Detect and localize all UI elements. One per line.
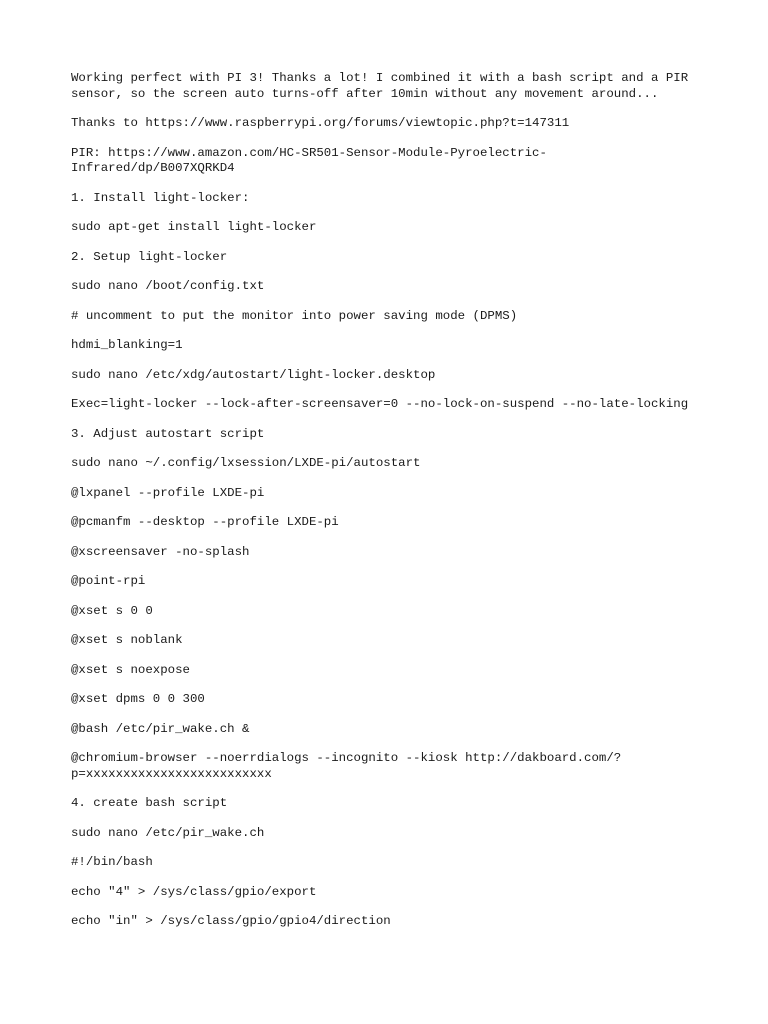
autostart-line: @xscreensaver -no-splash <box>71 544 250 559</box>
document-page <box>71 71 731 944</box>
pir-link-line: PIR: https://www.amazon.com/HC-SR501-Sensor-Module-Pyroelectric- Infrared/dp/B007XQRKD4 <box>71 145 547 175</box>
step-4-heading: 4. create bash script <box>71 796 228 810</box>
intro-paragraph: Working perfect with PI 3! Thanks a lot! I combined it with a bash script and a PIR sensor, so the screen auto turns-off after 10min without any movement around... <box>71 71 689 101</box>
command-line: sudo nano /boot/config.txt <box>71 279 265 293</box>
autostart-line: @point-rpi <box>71 574 146 588</box>
script-line: #!/bin/bash <box>71 855 153 869</box>
autostart-line: @xset dpms 0 0 300 <box>71 692 205 706</box>
autostart-line: @pcmanfm --desktop --profile LXDE-pi <box>71 515 339 529</box>
step-2-heading: 2. Setup light-locker <box>71 249 228 264</box>
command-line: sudo nano /etc/xdg/autostart/light-locker.desktop <box>71 367 436 382</box>
comment-line: # uncomment to put the monitor into power saving mode (DPMS) <box>71 308 518 323</box>
script-line: echo "4" > /sys/class/gpio/export <box>71 884 317 899</box>
autostart-line: @xset s noblank <box>71 633 183 647</box>
command-line: sudo nano /etc/pir_wake.ch <box>71 825 265 840</box>
config-line: hdmi_blanking=1 <box>71 338 183 352</box>
command-line: sudo apt-get install light-locker <box>71 220 317 234</box>
autostart-line: @xset s noexpose <box>71 662 190 677</box>
step-1-heading: 1. Install light-locker: <box>71 190 250 205</box>
thanks-link-line: Thanks to https://www.raspberrypi.org/forums/viewtopic.php?t=147311 <box>71 116 570 130</box>
script-line: echo "in" > /sys/class/gpio/gpio4/direction <box>71 914 391 928</box>
config-line: Exec=light-locker --lock-after-screensaver=0 --no-lock-on-suspend --no-late-locking <box>71 397 689 411</box>
autostart-line: @xset s 0 0 <box>71 603 153 618</box>
autostart-line: @chromium-browser --noerrdialogs --incognito --kiosk http://dakboard.com/? p=xxxxxxxxxxxxxxxxxxxxxxxxx <box>71 751 622 781</box>
autostart-line: @lxpanel --profile LXDE-pi <box>71 485 265 500</box>
command-line: sudo nano ~/.config/lxsession/LXDE-pi/autostart <box>71 456 421 470</box>
autostart-line: @bash /etc/pir_wake.ch & <box>71 721 250 736</box>
step-3-heading: 3. Adjust autostart script <box>71 426 265 441</box>
